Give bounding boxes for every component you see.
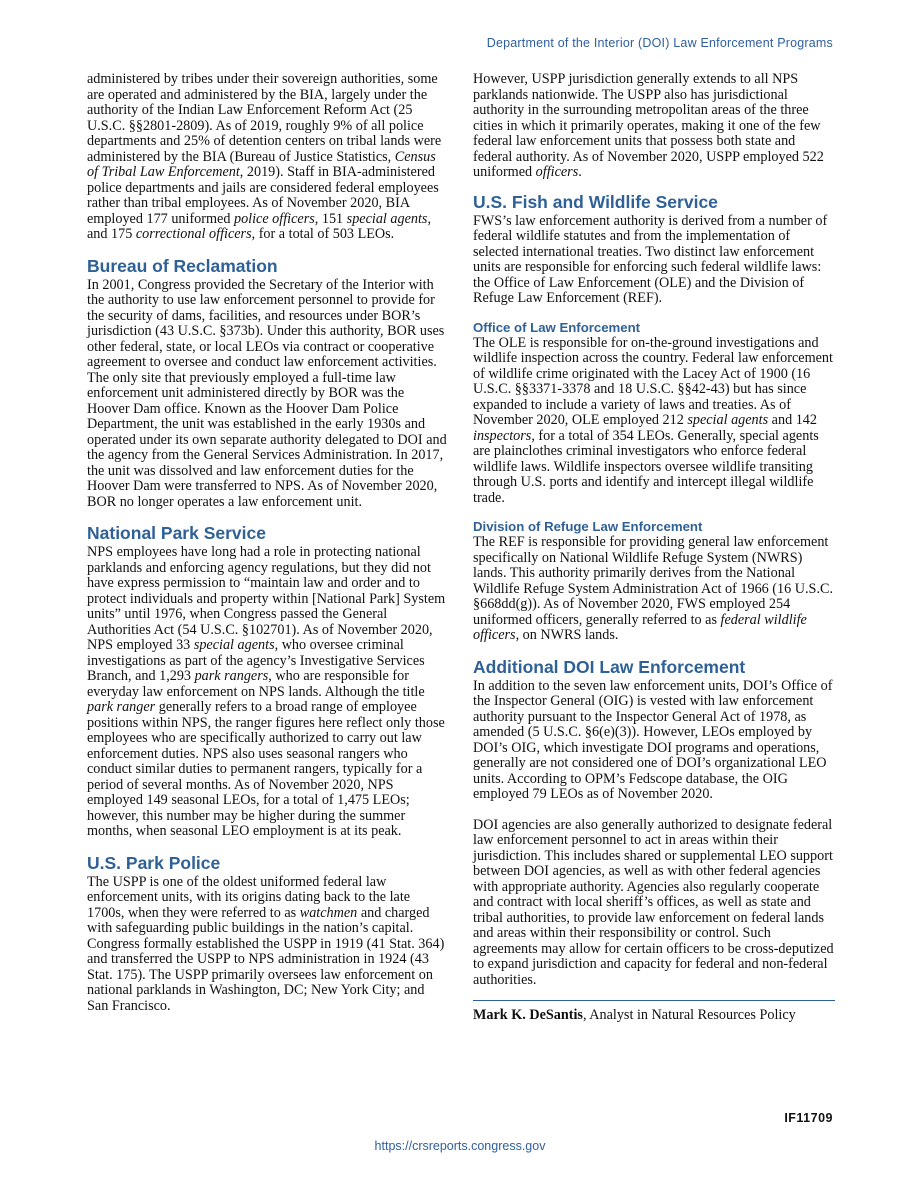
term: inspectors xyxy=(473,427,532,444)
text-run: NPS employees have long had a role in protecting national parklands and enforcing agency regulations, but they did not have express permission to “maintain law and order and to protect individuals and property within [National Park] System units” until 1976, when Congress passed the General Authorities Act (54 U.S.C. §102701). As of November 2020, NPS employed 33 xyxy=(87,544,446,653)
document-id: IF11709 xyxy=(784,1111,833,1125)
term: special agents xyxy=(687,412,769,428)
term: special agents xyxy=(193,637,275,653)
term: police officers xyxy=(233,210,315,227)
author-name: Mark K. DeSantis xyxy=(473,1007,583,1023)
term: watchmen xyxy=(299,904,358,921)
text-run: , for a total of 503 LEOs. xyxy=(251,226,395,242)
left-column xyxy=(87,72,449,1014)
running-header: Department of the Interior (DOI) Law Enforcement Programs xyxy=(486,36,833,50)
author-block xyxy=(473,1000,835,1023)
heading-bureau-of-reclamation: Bureau of Reclamation xyxy=(87,255,278,276)
paragraph-ole xyxy=(473,336,835,507)
paragraph-uspp-continued xyxy=(473,72,835,181)
paragraph-bor: In 2001, Congress provided the Secretary of the Interior with the authority to use law enforcement personnel to provide for the security of dams, facilities, and resources under BOR’s jurisdiction (43 U.S.C. §373b). Under this authority, BOR uses other federal, state, or local LEOs via contract or cooperative agreement to oversee and conduct law enforcement activities. The only site that previously employed a full-time law enforcement unit administered directly by BOR was the Hoover Dam office. Known as the Hoover Dam Police Department, the unit was established in the early 1930s and operated under its own separate authority delegated to DOI and the agency from the General Services Administration. In 2017, the unit was dissolved and law enforcement duties for the Hoover Dam were transferred to NPS. As of November 2020, BOR no longer operates a law enforcement unit. xyxy=(87,276,447,510)
right-column xyxy=(473,72,835,1023)
term: federal wildlife officers xyxy=(473,611,807,643)
text-run: The OLE is responsible for on-the-ground investigations and wildlife inspection across the country. Federal law enforcement of wildlife crime originated with the Lacey Act of 1900 (16 U.S.C. §§3371-3378 and 18 U.S.C. §§42-43) but has since expanded to include a variety of laws and treaties. As of November 2020, OLE employed 212 xyxy=(473,334,833,428)
paragraph-gap xyxy=(473,803,835,818)
footer-url[interactable]: https://crsreports.congress.gov xyxy=(374,1139,546,1153)
paragraph-doi-agencies: DOI agencies are also generally authorized to designate federal law enforcement personnel to act in areas within their jurisdiction. This includes shared or supplemental LEO support between DOI agencies, as well as with other federal agencies with appropriate authority. Agencies also regularly cooperate and contract with local sheriff’s offices, as well as state and tribal authorities, to provide law enforcement on federal lands and areas within their responsibility or control. Such agreements may allow for certain officers to be cross-deputized to expand jurisdiction and capacity for federal and non-federal authorities. xyxy=(473,816,834,988)
heading-national-park-service: National Park Service xyxy=(87,523,266,543)
author-line xyxy=(473,1007,835,1023)
text-run: The REF is responsible for providing general law enforcement specifically on National Wildlife Refuge System (NWRS) lands. This authority primarily derives from the National Wildlife Refuge System Administration Act of 1966 (16 U.S.C. §668dd(g)). As of November 2020, FWS employed 254 uniformed officers, generally referred to as xyxy=(473,534,833,628)
term: special agents xyxy=(346,210,428,227)
author-title: , Analyst in Natural Resources Policy xyxy=(582,1007,796,1023)
subheading-division-of-refuge-law-enforcement: Division of Refuge Law Enforcement xyxy=(473,519,703,534)
term: park rangers xyxy=(194,668,269,684)
paragraph-oig: In addition to the seven law enforcement units, DOI’s Office of the Inspector General (OIG) is vested with law enforcement authority pursuant to the Inspector General Act of 1978, as amended (5 U.S.C. §6(e)(3)). However, LEOs employed by DOI’s OIG, which investigate DOI programs and operations, generally are not considered one of DOI’s organizational LEO units. According to OPM’s Fedscope database, the OIG employed 79 LEOs as of November 2020. xyxy=(473,677,833,802)
paragraph-fws: FWS’s law enforcement authority is derived from a number of federal wildlife statutes and from the implementation of selected international treaties. Two distinct law enforcement units are responsible for enforcing such federal wildlife laws: the Office of Law Enforcement (OLE) and the Division of Refuge Law Enforcement (REF). xyxy=(473,212,828,306)
paragraph-uspp xyxy=(87,875,449,1015)
paragraph-bia xyxy=(87,72,449,243)
text-run: generally refers to a broad range of employee positions within NPS, the ranger figures here reflect only those employees who are specifically authorized to carry out law enforcement duties. NPS also uses seasonal rangers who conduct similar duties to permanent rangers, typically for a period of several months. As of November 2020, NPS employed 149 seasonal LEOs, for a total of 1,475 LEOs; however, this number may be higher during the summer months, when seasonal LEO employment is at its peak. xyxy=(87,699,445,839)
heading-additional-doi-law-enforcement: Additional DOI Law Enforcement xyxy=(473,656,746,677)
subheading-office-of-law-enforcement: Office of Law Enforcement xyxy=(473,319,641,335)
text-run: , who are responsible for everyday law enforcement on NPS lands. Although the title xyxy=(87,668,425,700)
citation-title: Census of Tribal Law Enforcement xyxy=(87,148,436,180)
paragraph-ref xyxy=(473,535,835,644)
text-run: , on NWRS lands. xyxy=(515,627,619,643)
text-run: However, USPP jurisdiction generally extends to all NPS parklands nationwide. The USPP also has jurisdictional authority in the surrounding metropolitan areas of the three cities in which it primarily operates, making it one of the few federal law enforcement units that possess both state and federal authority. As of November 2020, USPP employed 522 uniformed xyxy=(473,71,824,180)
term: correctional officers xyxy=(135,226,252,242)
text-run: , for a total of 354 LEOs. Generally, special agents are plainclothes criminal investigators who enforce federal wildlife laws. Wildlife inspectors oversee wildlife transiting through U.S. ports and identify and intercept illegal wildlife trade. xyxy=(473,427,819,506)
text-run: administered by tribes under their sovereign authorities, some are operated and administered by the BIA, largely under the authority of the Indian Law Enforcement Reform Act (25 U.S.C. §§2801-2809). As of 2019, roughly 9% of all police departments and 25% of detention centers on tribal lands were administered by the BIA (Bureau of Justice Statistics, xyxy=(87,71,442,165)
text-run: , and 175 xyxy=(87,210,431,242)
text-run: and charged with safeguarding public buildings in the nation’s capital. Congress formally established the USPP in 1919 (41 Stat. 364) and transferred the USPP to NPS administration in 1924 (43 Stat. 175). The USPP primarily oversees law enforcement on national parklands in Washington, DC; New York City; and San Francisco. xyxy=(87,904,445,1014)
text-run: and 142 xyxy=(768,412,817,428)
heading-us-park-police: U.S. Park Police xyxy=(87,852,221,873)
heading-fish-and-wildlife-service: U.S. Fish and Wildlife Service xyxy=(473,191,718,212)
text-run: , 2019). Staff in BIA-administered police departments and jails are considered federal employees rather than tribal employees. As of November 2020, BIA employed 177 uniformed xyxy=(87,164,439,227)
text-run: , 151 xyxy=(314,210,347,227)
term: park ranger xyxy=(87,699,156,715)
term: officers xyxy=(535,164,579,180)
text-run: . xyxy=(578,164,582,180)
paragraph-nps xyxy=(87,545,449,840)
text-run: , who oversee criminal investigations as part of the agency’s Investigative Services Branch, and 1,293 xyxy=(87,637,425,684)
text-run: The USPP is one of the oldest uniformed federal law enforcement units, with its origins dating back to the late 1700s, when they were referred to as xyxy=(87,873,411,921)
